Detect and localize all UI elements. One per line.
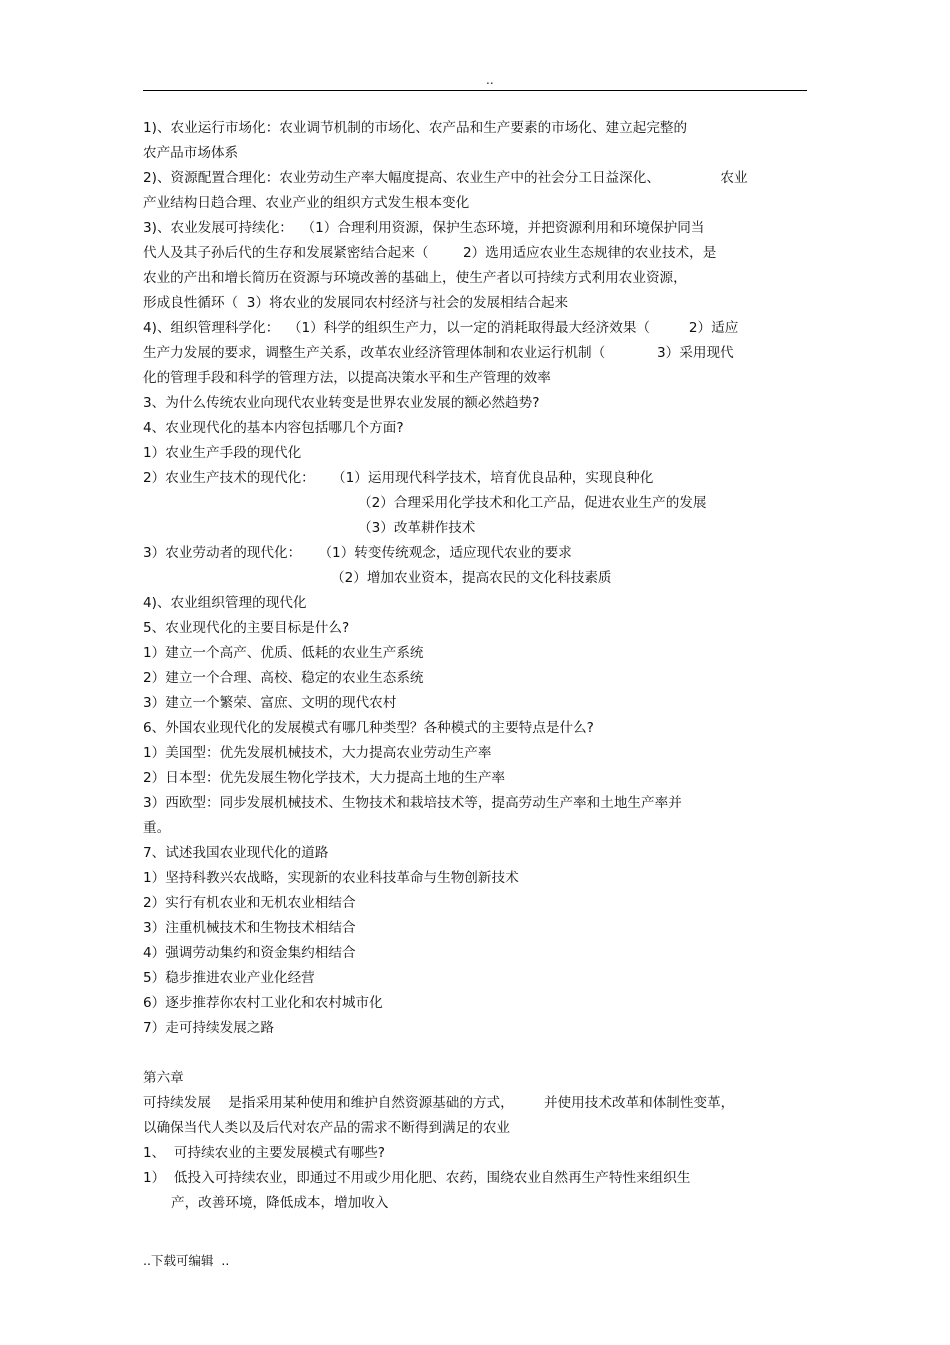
text-line: 生产力发展的要求，调整生产关系，改革农业经济管理体制和农业运行机制（ 3）采用现代 bbox=[143, 345, 734, 361]
text-line: 形成良性循环（ 3）将农业的发展同农村经济与社会的发展相结合起来 bbox=[143, 295, 569, 311]
question-heading: 1、 可持续农业的主要发展模式有哪些? bbox=[143, 1145, 386, 1161]
list-item: 5）稳步推进农业产业化经营 bbox=[143, 970, 315, 986]
header-rule bbox=[143, 90, 807, 91]
text-line: 2)、资源配置合理化：农业劳动生产率大幅度提高、农业生产中的社会分工日益深化、 农业 bbox=[143, 170, 748, 186]
question-heading: 7、试述我国农业现代化的道路 bbox=[143, 845, 329, 861]
question-heading: 5、农业现代化的主要目标是什么? bbox=[143, 620, 350, 636]
text-line: 4)、组织管理科学化： （1）科学的组织生产力，以一定的消耗取得最大经济效果（ 2）适应 bbox=[143, 320, 739, 336]
page-footer: ..下载可编辑 .. bbox=[143, 1253, 230, 1268]
chapter-heading: 第六章 bbox=[143, 1070, 184, 1086]
text-line: 产业结构日趋合理、农业产业的组织方式发生根本变化 bbox=[143, 195, 470, 211]
list-item: 3）农业劳动者的现代化： （1）转变传统观念，适应现代农业的要求 bbox=[143, 545, 572, 561]
list-item: 4）强调劳动集约和资金集约相结合 bbox=[143, 945, 356, 961]
list-item: 1）美国型：优先发展机械技术，大力提高农业劳动生产率 bbox=[143, 745, 492, 761]
sub-list-item: （2）增加农业资本，提高农民的文化科技素质 bbox=[331, 570, 612, 586]
list-item: 1） 低投入可持续农业，即通过不用或少用化肥、农药，围绕农业自然再生产特性来组织生 bbox=[143, 1170, 691, 1186]
text-line: 农产品市场体系 bbox=[143, 145, 239, 161]
text-line: 重。 bbox=[143, 820, 171, 836]
list-item: 4)、农业组织管理的现代化 bbox=[143, 595, 307, 611]
list-item: 1）建立一个高产、优质、低耗的农业生产系统 bbox=[143, 645, 424, 661]
question-heading: 6、外国农业现代化的发展模式有哪几种类型？各种模式的主要特点是什么? bbox=[143, 720, 594, 736]
definition-line: 以确保当代人类以及后代对农产品的需求不断得到满足的农业 bbox=[143, 1120, 511, 1136]
text-line: 产，改善环境，降低成本，增加收入 bbox=[171, 1195, 389, 1211]
list-item: 2）建立一个合理、高校、稳定的农业生态系统 bbox=[143, 670, 424, 686]
list-item: 2）农业生产技术的现代化： （1）运用现代科学技术，培育优良品种，实现良种化 bbox=[143, 470, 654, 486]
text-line: 3)、农业发展可持续化： （1）合理利用资源，保护生态环境，并把资源利用和环境保护同当 bbox=[143, 220, 705, 236]
text-line: 化的管理手段和科学的管理方法，以提高决策水平和生产管理的效率 bbox=[143, 370, 551, 386]
definition-line: 可持续发展 是指采用某种使用和维护自然资源基础的方式， 并使用技术改革和体制性变革， bbox=[143, 1095, 735, 1111]
list-item: 2）实行有机农业和无机农业相结合 bbox=[143, 895, 356, 911]
text-line: 农业的产出和增长简历在资源与环境改善的基础上，使生产者以可持续方式利用农业资源， bbox=[143, 270, 687, 286]
text-line: 代人及其子孙后代的生存和发展紧密结合起来（ 2）选用适应农业生态规律的农业技术，是 bbox=[143, 245, 717, 261]
list-item: 3）建立一个繁荣、富庶、文明的现代农村 bbox=[143, 695, 397, 711]
question-heading: 3、为什么传统农业向现代农业转变是世界农业发展的额必然趋势? bbox=[143, 395, 540, 411]
list-item: 6）逐步推荐你农村工业化和农村城市化 bbox=[143, 995, 383, 1011]
list-item: 2）日本型：优先发展生物化学技术，大力提高土地的生产率 bbox=[143, 770, 506, 786]
sub-list-item: （3）改革耕作技术 bbox=[358, 520, 476, 536]
list-item: 3）注重机械技术和生物技术相结合 bbox=[143, 920, 356, 936]
list-item: 7）走可持续发展之路 bbox=[143, 1020, 274, 1036]
header-mark: .. bbox=[486, 73, 494, 87]
text-line: 1)、农业运行市场化：农业调节机制的市场化、农产品和生产要素的市场化、建立起完整的 bbox=[143, 120, 688, 136]
sub-list-item: （2）合理采用化学技术和化工产品，促进农业生产的发展 bbox=[358, 495, 707, 511]
list-item: 1）农业生产手段的现代化 bbox=[143, 445, 302, 461]
question-heading: 4、农业现代化的基本内容包括哪几个方面? bbox=[143, 420, 404, 436]
list-item: 3）西欧型：同步发展机械技术、生物技术和栽培技术等，提高劳动生产率和土地生产率并 bbox=[143, 795, 682, 811]
list-item: 1）坚持科教兴农战略，实现新的农业科技革命与生物创新技术 bbox=[143, 870, 519, 886]
